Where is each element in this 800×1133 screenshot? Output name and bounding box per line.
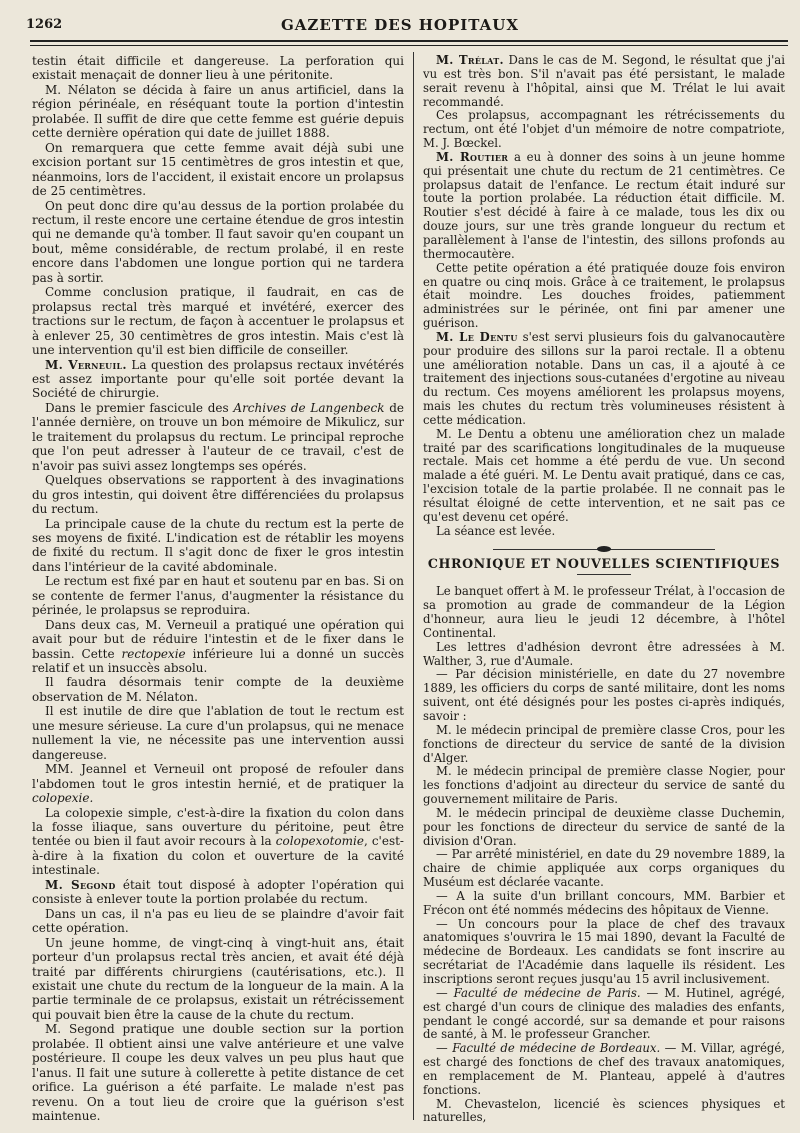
paragraph-text: — [436, 1041, 453, 1056]
page-number: 1262 [26, 17, 63, 32]
column-divider [413, 52, 414, 1120]
paragraph-text: inférieure lui a donné un succès relatif et un insuccès absolu. [32, 646, 404, 676]
paragraph: testin était difficile et dangereuse. La perforation qui existait menaçait de donner lieu à une péritonite. [32, 54, 404, 83]
paragraph: Un jeune homme, de vingt-cinq à vingt-huit ans, était porteur d'un prolapsus rectal très ancien, et avait été déjà traité par différents chirurgiens (cautérisations, etc.). Il existait une chute du rectum de la longueur de la main. A la partie terminale de ce prolapsus, existait un rétrécissement qui pouvait bien être la cause de la chute du rectum. [32, 935, 404, 1022]
header-rule-thin [30, 45, 788, 46]
paragraph: M. Le Dentu a obtenu une amélioration chez un malade traité par des scarifications longitudinales de la muqueuse rectale. Mais cet homme a été perdu de vue. Un second malade a été guéri. M. Le Dentu avait pratiqué, dans ce cas, l'excision totale de la partie prolabée. Il ne connait pas le résultat éloigné de cette intervention, et ne sait pas ce qu'est devenu cet opéré. [423, 426, 785, 524]
paragraph-text: Dans deux cas, M. Verneuil a pratiqué une opération qui avait pour but de réduire l'intestin et de le fixer dans le bassin. Cette [32, 617, 404, 661]
paragraph: Il est inutile de dire que l'ablation de tout le rectum est une mesure sérieuse. La cure d'un prolapsus, qui ne menace nullement la vie, ne nécessite pas une intervention aussi dangereuse. [32, 704, 404, 762]
paragraph-text: La colopexie simple, c'est-à-dire la fixation du colon dans la fosse iliaque, sans ouverture du péritoine, peut être tentée ou bien il faut avoir recours à la [32, 805, 404, 849]
header-rule-thick [30, 40, 788, 42]
paragraph [32, 878, 404, 907]
paragraph: M. le médecin principal de première classe Cros, pour les fonctions de directeur du service de santé de la division d'Alger. [423, 722, 785, 765]
paragraph: — A la suite d'un brillant concours, MM. Barbier et Frécon ont été nommés médecins des hôpitaux de Vienne. [423, 888, 785, 917]
paragraph-text: Dans le cas de M. Segond, le résultat que j'ai vu est très bon. S'il n'avait pas été persistant, le malade serait revenu à l'hôpital, ainsi que M. Trélat le lui avait recommandé. [423, 53, 785, 109]
paragraph-text: — M. Hutinel, agrégé, est chargé d'un cours de clinique des maladies des enfants, pendant le congé accordé, sur sa demande et pour raisons de santé, à M. le professeur Grancher. [423, 985, 785, 1042]
paragraph-text: , c'est-à-dire à la fixation du colon et ouverture de la cavité intestinale. [32, 834, 404, 878]
right-column [423, 54, 785, 1125]
ornament-dot [597, 546, 611, 552]
paragraph [32, 762, 404, 805]
paragraph [32, 618, 404, 676]
section-rule [577, 574, 631, 575]
paragraph: On peut donc dire qu'au dessus de la portion prolabée du rectum, il reste encore une certaine étendue de gros intestin qui ne demande qu'à tomber. Il faut savoir qu'en coupant un bout, même considérable, de rectum prolabé, il en reste encore dans l'abdomen une longue portion qui ne tardera pas à sortir. [32, 198, 404, 285]
paragraph-text: Dans le premier fascicule des [45, 400, 234, 415]
paragraph-text: La question des prolapsus rectaux invétérés est assez importante pour qu'elle soit portée devant la Société de chirurgie. [32, 357, 405, 401]
paragraph: M. Chevastelon, licencié ès sciences physiques et naturelles, [423, 1096, 785, 1125]
paragraph: Le banquet offert à M. le professeur Trélat, à l'occasion de sa promotion au grade de commandeur de la Légion d'honneur, aura lieu le jeudi 12 décembre, à l'hôtel Continental. [423, 584, 785, 640]
paragraph-text: — M. Villar, agrégé, est chargé des fonctions de chef des travaux anatomiques, en remplacement de M. Planteau, appelé à d'autres fonctions. [423, 1041, 786, 1097]
paragraph-text: MM. Jeannel et Verneuil ont proposé de refouler dans l'abdomen tout le gros intestin hernié, et de pratiquer la [32, 762, 404, 791]
paragraph: Il faudra désormais tenir compte de la deuxième observation de M. Nélaton. [32, 675, 404, 704]
paragraph: La principale cause de la chute du rectum est la perte de ses moyens de fixité. L'indication est de rétablir les moyens de fixité du rectum. Il s'agit donc de fixer le gros intestin dans l'intérieur de la cavité abdominale. [32, 516, 404, 574]
paragraph-text: — [436, 985, 454, 1000]
paragraph: — Par arrêté ministériel, en date du 29 novembre 1889, la chaire de chimie appliquée aux corps organiques du Muséum est déclarée vacante. [423, 847, 785, 890]
speaker-name: M. Trélat. [436, 53, 504, 67]
paragraph: La séance est levée. [436, 523, 556, 538]
paragraph: Les lettres d'adhésion devront être adressées à M. Walther, 3, rue d'Aumale. [423, 639, 785, 668]
paragraph-text: s'est servi plusieurs fois du galvanocautère pour produire des sillons sur la paroi rectale. Il a obtenu une amélioration notable. Dans un cas, il a ajouté à ce traitement des injections sous-cutanées d'ergotine au niveau du rectum. Ces moyens améliorent les prolapsus moyens, mais les chutes du rectum très volumineuses résistent à cette médication. [423, 329, 785, 427]
italic-term: colopexotomie [275, 834, 364, 849]
italic-heading: Faculté de médecine de Bordeaux. [452, 1041, 661, 1056]
section-ornament [423, 545, 785, 553]
speaker-name: M. Routier [436, 149, 509, 164]
paragraph: Le rectum est fixé par en haut et soutenu par en bas. Si on se contente de fermer l'anus, d'augmenter la résistance du périnée, le prolapsus se reproduira. [32, 574, 404, 618]
paragraph: M. Nélaton se décida à faire un anus artificiel, dans la région périnéale, en réséquant toute la portion d'intestin prolabée. Il suffit de dire que cette femme est guérie depuis cette dernière opération qui date de juillet 1888. [32, 82, 404, 141]
paragraph: M. le médecin principal de deuxième classe Duchemin, pour les fonctions de directeur du service de santé de la division d'Oran. [423, 805, 785, 848]
speaker-name: M. Le Dentu [436, 329, 518, 344]
paragraph: Quelques observations se rapportent à des invaginations du gros intestin, qui doivent être différenciées du prolapsus du rectum. [32, 473, 404, 517]
paragraph [32, 401, 404, 473]
paragraph: On remarquera que cette femme avait déjà subi une excision portant sur 15 centimètres de gros intestin et que, néanmoins, lors de l'accident, il existait encore un prolapsus de 25 centimètres. [32, 140, 404, 199]
paragraph: Ces prolapsus, accompagnant les rétrécissements du rectum, ont été l'objet d'un mémoire de notre compatriote, M. J. Bœckel. [423, 108, 785, 151]
italic-term: rectopexie [121, 646, 186, 661]
paragraph: Dans un cas, il n'a pas eu lieu de se plaindre d'avoir fait cette opération. [32, 906, 404, 936]
paragraph: — Un concours pour la place de chef des travaux anatomiques s'ouvrira le 15 mai 1890, devant la Faculté de médecine de Bordeaux. Les candidats se font inscrire au secrétariat de l'Académie dans laquelle ils résident. Les inscriptions seront reçues jusqu'au 15 avril inclusivement. [423, 916, 785, 986]
paragraph: M. le médecin principal de première classe Nogier, pour les fonctions d'adjoint au directeur du service de santé du gouvernement militaire de Paris. [423, 764, 785, 807]
paragraph [423, 1042, 785, 1097]
paragraph-text: était tout disposé à adopter l'opération qui consiste à enlever toute la portion prolabée du rectum. [32, 877, 404, 907]
paragraph-text: a eu à donner des soins à un jeune homme qui présentait une chute du rectum de 21 centimètres. Ce prolapsus datait de l'enfance. Le rectum était induré sur toute la portion prolabée. La réduction était difficile. M. Routier s'est décidé à faire à ce malade, tous les dix ou douze jours, sur une très grande longueur du rectum et parallèlement à l'anse de l'intestin, des sillons profonds au thermocautère. [423, 149, 785, 261]
speaker-name: M. Verneuil. [45, 357, 127, 372]
paragraph: Cette petite opération a été pratiquée douze fois environ en quatre ou cinq mois. Grâce à ce traitement, le prolapsus était moindre. Les douches froides, patiemment administrées sur le périnée, ont fini par amener une guérison. [423, 260, 785, 331]
section-title: CHRONIQUE ET NOUVELLES SCIENTIFIQUES [427, 555, 781, 571]
italic-term: colopexie. [32, 791, 94, 806]
paragraph [32, 806, 404, 878]
italic-heading: Faculté de médecine de Paris. [453, 985, 641, 1000]
journal-title: Archives de Langenbeck [233, 400, 385, 415]
paragraph: Comme conclusion pratique, il faudrait, en cas de prolapsus rectal très marqué et invétéré, exercer des tractions sur le rectum, de façon à accentuer le prolapsus et à enlever 25, 30 centimètres de gros intestin. Mais c'est là une intervention qu'il est bien difficile de conseiller. [32, 285, 404, 358]
left-column [32, 54, 404, 1124]
paragraph [423, 331, 785, 428]
paragraph: — Par décision ministérielle, en date du 27 novembre 1889, les officiers du corps de santé militaire, dont les noms suivent, ont été désignés pour les postes ci-après indiqués, savoir : [423, 667, 785, 723]
paragraph [423, 987, 785, 1042]
paragraph [32, 358, 404, 401]
paragraph [423, 151, 785, 262]
running-title: GAZETTE DES HOPITAUX [280, 16, 519, 34]
paragraph-text: de l'année dernière, on trouve un bon mémoire de Mikulicz, sur le traitement du prolapsus du rectum. Le principal reproche que l'on peut adresser à l'auteur de ce travail, c'est de n'avoir pas suivi assez longtemps ses opérés. [32, 400, 404, 473]
speaker-name: M. Segond [45, 877, 116, 892]
paragraph: M. Segond pratique une double section sur la portion prolabée. Il obtient ainsi une valve antérieure et une valve postérieure. Il coupe les deux valves un peu plus haut que l'anus. Il fait une suture à collerette à petite distance de cet orifice. La guérison a été parfaite. Le malade n'est pas revenu. On a tout lieu de croire que la guérison s'est maintenue. [32, 1022, 404, 1124]
paragraph [423, 54, 785, 109]
